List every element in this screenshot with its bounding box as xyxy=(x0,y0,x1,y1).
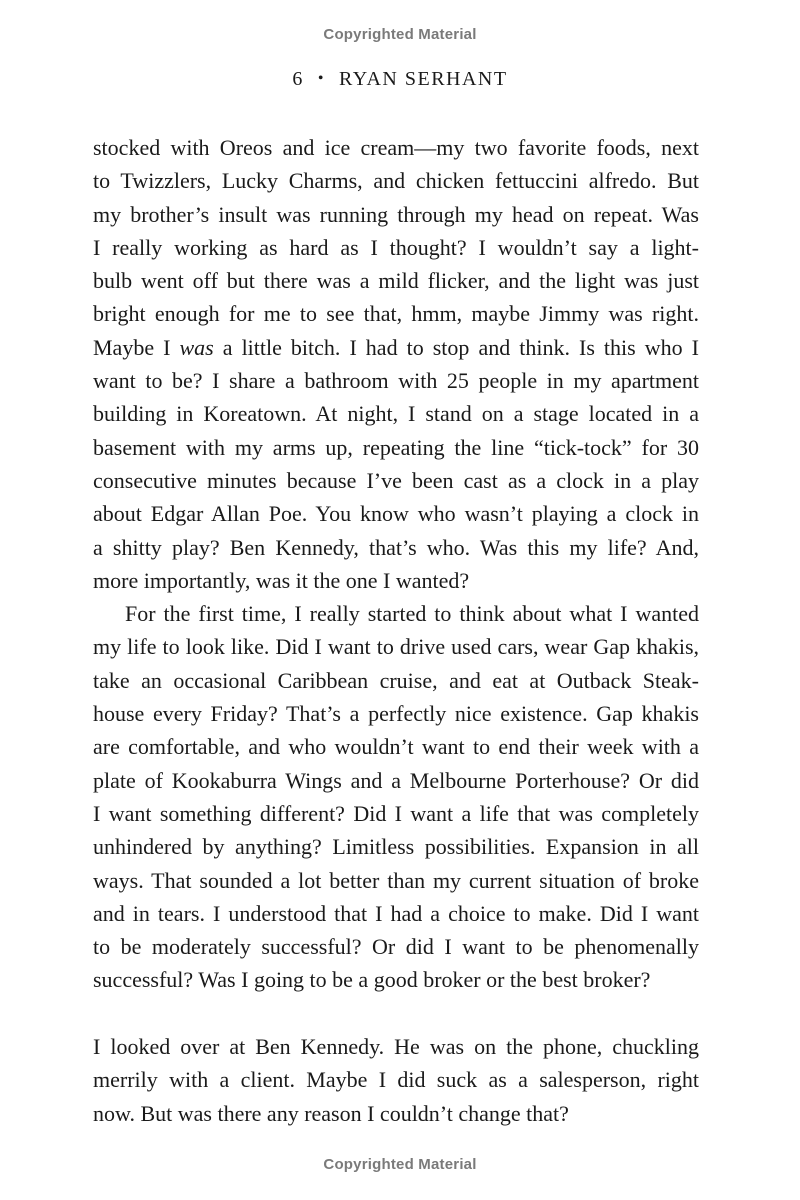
text-line: ways. That sounded a lot better than my current situation of broke xyxy=(93,867,699,893)
text-line: consecutive minutes because I’ve been cast as a clock in a play xyxy=(93,467,699,493)
paragraph-1 xyxy=(93,131,699,597)
text-line: successful? Was I going to be a good broker or the best broker? xyxy=(93,967,651,993)
text-line: my life to look like. Did I want to drive used cars, wear Gap khakis, xyxy=(93,634,699,660)
text-line xyxy=(93,331,699,364)
text-line: more importantly, was it the one I wanted? xyxy=(93,567,470,593)
text-line: to Twizzlers, Lucky Charms, and chicken fettuccini alfredo. But xyxy=(93,168,699,194)
text-line: bulb went off but there was a mild flicker, and the light was just xyxy=(93,268,699,294)
text-line: take an occasional Caribbean cruise, and eat at Outback Steak- xyxy=(93,667,699,693)
text-line: plate of Kookaburra Wings and a Melbourne Porterhouse? Or did xyxy=(93,767,699,793)
text-line: stocked with Oreos and ice cream—my two favorite foods, next xyxy=(93,135,699,160)
emphasis: was xyxy=(179,334,214,360)
text-line: bright enough for me to see that, hmm, maybe Jimmy was right. xyxy=(93,301,699,327)
separator-bullet: • xyxy=(317,70,326,87)
page-body xyxy=(93,131,699,1130)
copyright-watermark-bottom: Copyrighted Material xyxy=(323,1156,477,1173)
text-line: and in tears. I understood that I had a choice to make. Did I want xyxy=(93,900,699,926)
text-line: to be moderately successful? Or did I want to be phenomenally xyxy=(93,934,699,960)
text-line: unhindered by anything? Limitless possibilities. Expansion in all xyxy=(93,834,699,860)
page-number: 6 xyxy=(292,68,304,90)
section-break xyxy=(93,997,699,1030)
text-line: building in Koreatown. At night, I stand on a stage located in a xyxy=(93,401,699,427)
paragraph-2 xyxy=(93,597,699,997)
text-line: a shitty play? Ben Kennedy, that’s who. Was this my life? And, xyxy=(93,534,699,560)
paragraph-3 xyxy=(93,1030,699,1130)
text-line: now. But was there any reason I couldn’t change that? xyxy=(93,1100,569,1126)
text-line: I want something different? Did I want a life that was completely xyxy=(93,800,699,826)
text-line: merrily with a client. Maybe I did suck as a salesperson, right xyxy=(93,1067,699,1093)
text-line: basement with my arms up, repeating the line “tick-tock” for 30 xyxy=(93,434,699,460)
text-line: about Edgar Allan Poe. You know who wasn’t playing a clock in xyxy=(93,501,699,527)
text-line: I looked over at Ben Kennedy. He was on the phone, chuckling xyxy=(93,1034,699,1060)
text-line: my brother’s insult was running through my head on repeat. Was xyxy=(93,201,699,227)
text-line: house every Friday? That’s a perfectly nice existence. Gap khakis xyxy=(93,701,699,727)
text-line: I really working as hard as I thought? I wouldn’t say a light- xyxy=(93,234,699,260)
text-run: a little bitch. I had to stop and think. Is this who I xyxy=(213,334,699,360)
text-line: want to be? I share a bathroom with 25 people in my apartment xyxy=(93,368,699,394)
text-line: are comfortable, and who wouldn’t want to end their week with a xyxy=(93,734,699,760)
copyright-watermark-top: Copyrighted Material xyxy=(323,26,477,43)
text-run: Maybe I xyxy=(93,334,180,360)
text-line: For the first time, I really started to think about what I wanted xyxy=(125,601,699,627)
author-name: RYAN SERHANT xyxy=(339,68,508,90)
running-head xyxy=(0,68,800,91)
